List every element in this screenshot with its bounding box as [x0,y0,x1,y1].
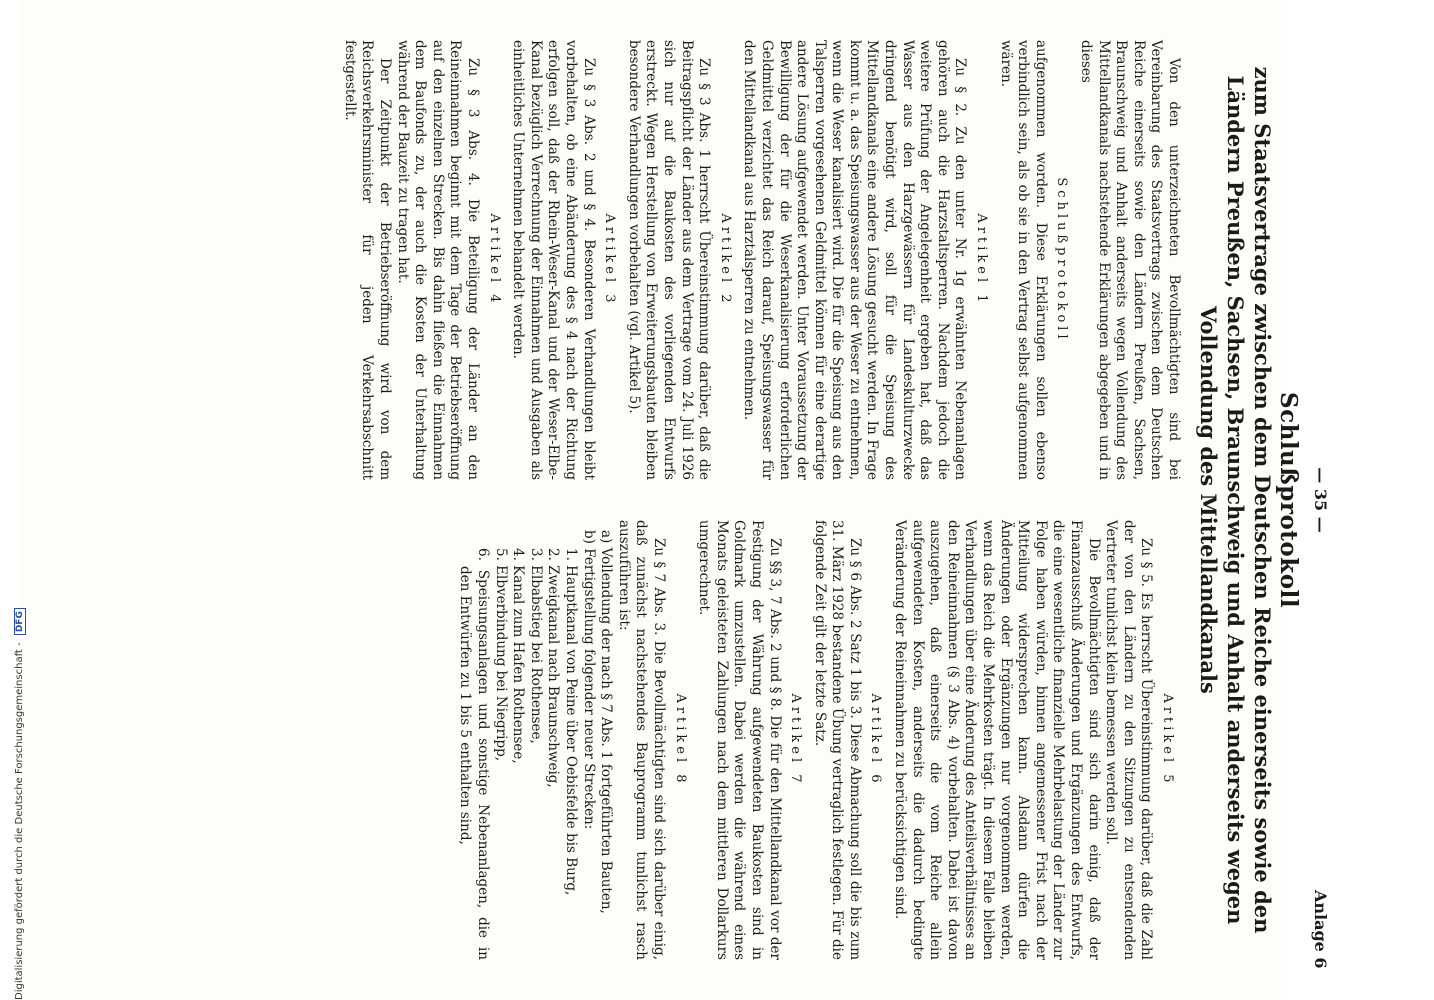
footer-credit [14,0,26,1000]
list-item: b) Fertigstellung folgender neuer Strecken: [580,530,597,830]
footer-text: Digitalisierung gefördert durch die Deutsche Forschungsgemeinschaft - [14,642,25,1000]
article-7-heading: Artikel 7 [788,693,804,787]
bauprogramm-list [456,520,614,960]
article-5-text-2: Die Bevollmächtigten sind sich darin einig, daß der Finanzausschuß Änderungen und Ergänzungen des Entwurfs, die eine wesentliche finanzielle Mehrbelastung der Länder zur Folge haben würden, binnen angemessener Frist nach der Mitteilung widersprechen kann. Alsdann dürfen die Änderungen oder Ergänzungen nur vorgenommen werden, wenn das Reich die Mehrkosten trägt. In diesem Falle bleiben Verhandlungen über eine Änderung des Anteilsverhältnisses an den Reineinnahmen (§ 3 Abs. 4) vorbehalten. Dabei ist davon auszugehen, daß einerseits die vom Reiche allein aufgewendeten Kosten, anderseits die dadurch bedingte Veränderung der Reineinnahmen zu berücksichtigen sind. [892,520,1102,960]
article-4-text-1: Zu § 3 Abs. 4. Die Beteiligung der Länder an den Reineinnahmen beginnt mit dem Tage der Betriebseröffnung auf den einzelnen Strecken. Bis dahin fließen die Einnahmen dem Baufonds zu, der auch die Kosten der Unterhaltung während der Bauzeit zu tragen hat. [394,40,482,480]
article-2-text: Zu § 3 Abs. 1 herrscht Übereinstimmung darüber, daß die Beitragspflicht der Länder aus dem Vertrage vom 24. Juli 1926 sich nur auf die Baukosten des vorliegenden Entwurfs erstreckt. Wegen Herstellung von Erweiterungsbauten bleiben besondere Verhandlungen vorbehalten (vgl. Artikel 5). [625,40,713,480]
schlussprotokoll-label: Schlußprotokoll [1054,177,1070,343]
page-number: — 35 — [1311,467,1330,533]
list-item: 6. Speisungsanlagen und sonstige Nebenanlagen, die in den Entwürfen zu 1 bis 5 enthalten sind, [457,548,492,960]
list-item: 4. Kanal zum Hafen Rothensee, [510,548,527,764]
article-1-text: Zu § 2. Zu den unter Nr. 1g erwähnten Nebenanlagen gehören auch die Harzstaltsperren. Nachdem jedoch die weitere Prüfung der Angelegenheit ergeben hat, daß das Wasser aus den Harzgewässern für Landeskulturzwecke dringend benötigt wird, soll für die Speisung des Mittellandkanals eine andere Lösung gesucht werden. In Frage kommt u. a. das Speisungswasser aus der Weser zu entnehmen, wenn die Weser kanalisiert wird. Die für die Speisung aus den Talsperren vorgesehenen Geldmittel können für eine derartige andere Lösung aufgewendet werden. Unter Voraussetzung der Bewilligung der für die Weserkanalisierung erforderlichen Geldmittel verzichtet das Reich darauf, Speisungswasser für den Mittellandkanal aus Harztalsperren zu entnehmen. [741,40,969,480]
document-title: Schlußprotokoll [1275,391,1302,609]
article-8-heading: Artikel 8 [672,693,688,787]
article-6-heading: Artikel 6 [868,693,884,787]
article-7-text: Zu §§ 3, 7 Abs. 2 und § 8. Die für den Mittellandkanal vor der Festigung der Währung aufgewendeten Baukosten sind in Goldmark umzustellen. Dabei werden die während eines Monats geleisteten Zahlungen nach dem mittleren Dollarkurs umgerechnet. [696,520,783,960]
document-page [20,0,1330,1000]
article-3-text: Zu § 3 Abs. 2 und § 4. Besonderen Verhandlungen bleibt vorbehalten, ob eine Abänderung des § 4 nach der Richtung erfolgen soll, daß der Rhein-Weser-Kanal und der Weser-Elbe-Kanal bezüglich Verrechnung der Einnahmen und Ausgaben als einheitliches Unternehmen behandelt werden. [510,40,597,480]
list-item: 5. Elbverbindung bei Niegripp, [492,548,509,762]
article-8-text: Zu § 7 Abs. 3. Die Bevollmächtigten sind sich darüber einig, daß zunächst nachstehendes Bauprogramm tunlichst rasch auszuführen ist: [615,520,667,960]
article-4-heading: Artikel 4 [486,213,502,307]
list-item: 1. Hauptkanal von Peine über Oebisfelde bis Burg, [563,548,579,896]
list-item: a) Vollendung der nach § 7 Abs. 1 fortgeführten Bauten, [598,530,615,914]
left-column [340,40,1182,480]
article-2-heading: Artikel 2 [717,213,733,307]
document-subtitle: zum Staatsvertrage zwischen dem Deutschen Reiche einerseits sowie den Ländern Preußen, Sachsen, Braunschweig und Anhalt anderseits wegen Vollendung des Mittellandkanals [1196,66,1275,934]
article-5-text-1: Zu § 5. Es herrscht Übereinstimmung darüber, daß die Zahl der von den Ländern zu den Sitzungen zu entsendenden Vertreter tunlichst klein bemessen werden soll. [1103,520,1155,960]
schlussprotokoll-paragraph: aufgenommen worden. Diese Erklärungen sollen ebenso verbindlich sein, als ob sie in den Vertrag selbst aufgenommen wären. [997,40,1049,480]
list-item: 2. Zweigkanal nach Braunschweig, [545,548,562,788]
list-item: 3. Elbabstieg bei Rothensee, [527,548,544,744]
intro-paragraph: Von den unterzeichneten Bevollmächtigten sind bei Vereinbarung des Staatsvertrags zwischen dem Deutschen Reiche einerseits sowie den Ländern Preußen, Sachsen, Braunschweig und Anhalt anderseits wegen Vollendung des Mittellandkanals nachstehende Erklärungen abgegeben und in dieses [1078,40,1182,480]
article-1-heading: Artikel 1 [974,213,990,307]
annex-label: Anlage 6 [1311,890,1330,969]
article-4-text-2: Der Zeitpunkt der Betriebseröffnung wird von dem Reichsverkehrsminister für jeden Verkehrsabschnitt festgestellt. [341,40,394,480]
article-3-heading: Artikel 3 [602,213,618,307]
right-column [456,520,1182,960]
article-6-text: Zu § 6 Abs. 2 Satz 1 bis 3. Diese Abmachung soll die bis zum 31. März 1928 bestandene Übung vertraglich festlegen. Für die folgende Zeit gilt der letzte Satz. [811,520,863,960]
dfg-logo: DFG [14,608,26,635]
article-5-heading: Artikel 5 [1160,693,1175,787]
